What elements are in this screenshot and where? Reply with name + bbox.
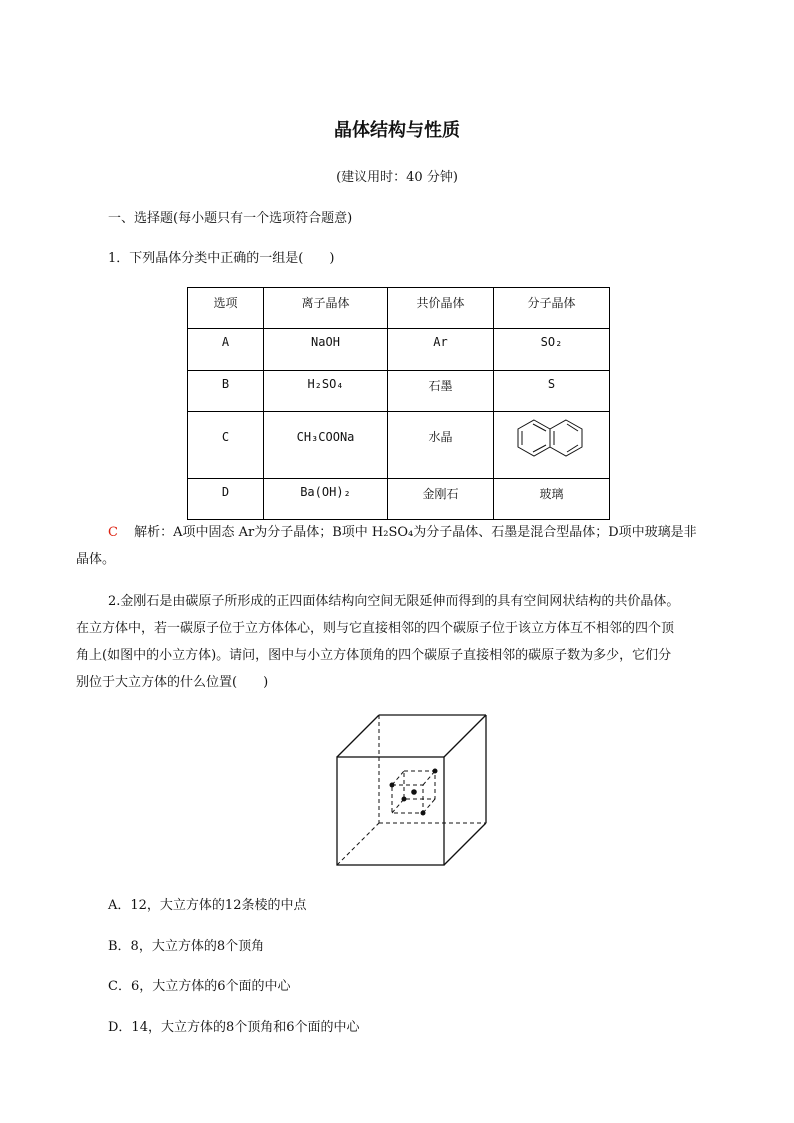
q2-stem-line: 别位于大立方体的什么位置( ) (76, 675, 269, 690)
cell-covalent: 金刚石 (388, 479, 494, 520)
naphthalene-structure (512, 414, 592, 462)
table-row (188, 412, 610, 479)
cell-ionic: Ba(OH)₂ (264, 479, 388, 520)
q1-table (187, 287, 610, 520)
table-row (188, 371, 610, 412)
cell-covalent: Ar (388, 329, 494, 371)
cell-option: D (188, 479, 264, 520)
section-heading: 一、选择题(每小题只有一个选项符合题意) (108, 211, 353, 226)
q2-stem-line: 2.金刚石是由碳原子所形成的正四面体结构向空间无限延伸而得到的具有空间网状结构的共价晶体。 (108, 594, 680, 609)
cell-ionic: CH₃COONa (264, 412, 388, 479)
table-row (188, 329, 610, 371)
q1-analysis-cont: 晶体。 (76, 552, 116, 567)
header-molecular: 分子晶体 (494, 288, 610, 329)
cell-ionic: H₂SO₄ (264, 371, 388, 412)
q1-answer: C (108, 525, 118, 540)
q2-option-b: B．8，大立方体的8个顶角 (108, 939, 265, 954)
table-row (188, 479, 610, 520)
cell-option: A (188, 329, 264, 371)
header-covalent: 共价晶体 (388, 288, 494, 329)
q1-analysis (108, 521, 697, 540)
cell-ionic: NaOH (264, 329, 388, 371)
q2-stem-line: 角上(如图中的小立方体)。请问，图中与小立方体顶角的四个碳原子直接相邻的碳原子数为多少，它们分 (76, 648, 672, 663)
cell-covalent: 水晶 (388, 412, 494, 479)
q1-stem: 1．下列晶体分类中正确的一组是( ) (108, 251, 335, 266)
time-hint: (建议用时：40 分钟) (336, 170, 458, 185)
q2-option-c: C．6，大立方体的6个面的中心 (108, 979, 291, 994)
q2-option-a: A．12，大立方体的12条棱的中点 (108, 898, 307, 913)
cell-molecular-structure (494, 412, 610, 479)
cell-molecular: SO₂ (494, 329, 610, 371)
header-option: 选项 (188, 288, 264, 329)
page-title: 晶体结构与性质 (334, 120, 460, 141)
cell-option: C (188, 412, 264, 479)
cell-option: B (188, 371, 264, 412)
cell-molecular: S (494, 371, 610, 412)
cell-covalent: 石墨 (388, 371, 494, 412)
q2-stem-line: 在立方体中，若一碳原子位于立方体体心，则与它直接相邻的四个碳原子位于该立方体互不相邻的四个顶 (76, 621, 675, 636)
q2-option-d: D．14，大立方体的8个顶角和6个面的中心 (108, 1020, 360, 1035)
cell-molecular: 玻璃 (494, 479, 610, 520)
q1-analysis-text: 解析：A项中固态 Ar为分子晶体；B项中 H₂SO₄为分子晶体、石墨是混合型晶体；D项中玻璃是非 (134, 525, 697, 540)
header-ionic: 离子晶体 (264, 288, 388, 329)
cube-diagram (330, 705, 495, 875)
